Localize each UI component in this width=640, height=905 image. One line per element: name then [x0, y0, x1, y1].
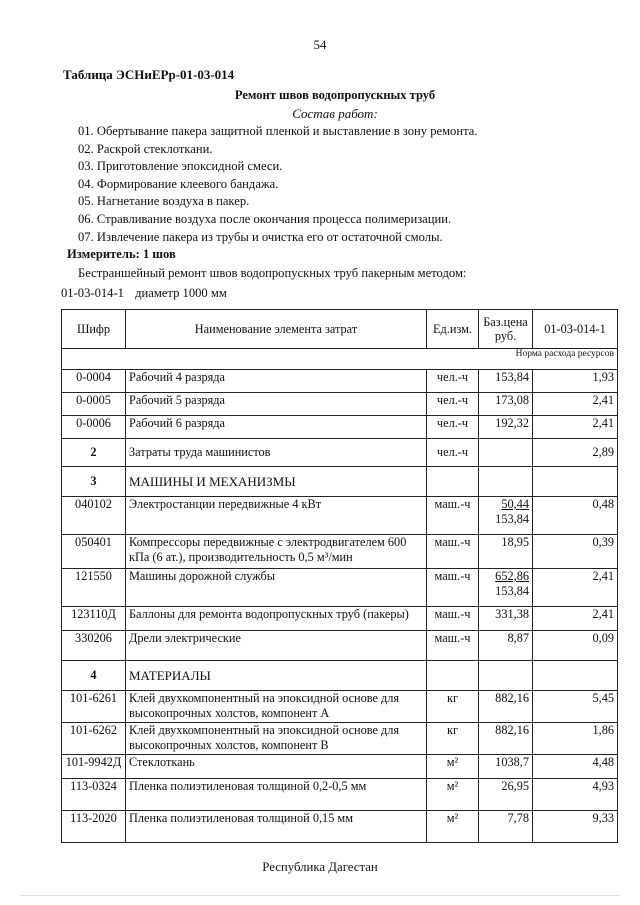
table-body [62, 370, 618, 843]
header-norm: 01-03-014-1 [533, 310, 618, 349]
norm-header-row [62, 349, 618, 370]
cell-price [479, 723, 533, 755]
cell-name: Стеклоткань [126, 755, 427, 779]
table-row [62, 631, 618, 661]
cell-norm [533, 661, 618, 691]
work-step: 06. Стравливание воздуха после окончания процесса полимеризации. [78, 211, 452, 226]
scan-edge-line [20, 895, 620, 896]
measure-label: Измеритель: 1 шов [67, 247, 176, 261]
cell-price [479, 535, 533, 569]
cell-name: Клей двухкомпонентный на эпоксидной основе для высокопрочных холстов, компонент В [126, 723, 427, 755]
cell-price [479, 779, 533, 811]
cell-code: 330206 [62, 631, 126, 661]
composition-label: Состав работ: [292, 106, 378, 121]
work-step: 04. Формирование клеевого бандажа. [78, 176, 279, 191]
cell-norm [533, 467, 618, 497]
cell-norm: 9,33 [533, 811, 618, 843]
work-step: 01. Обертывание пакера защитной пленкой и выставление в зону ремонта. [78, 124, 478, 138]
cell-norm: 2,41 [533, 393, 618, 416]
cell-unit: кг [427, 723, 479, 755]
work-step: 03. Приготовление эпоксидной смеси. [78, 159, 283, 174]
cell-code: 101-9942Д [62, 755, 126, 779]
table-row [62, 535, 618, 569]
table-row [62, 811, 618, 843]
header-unit: Ед.изм. [427, 310, 479, 349]
price-value: 882,16 [495, 723, 529, 737]
cell-name: Дрели электрические [126, 631, 427, 661]
cell-norm: 2,41 [533, 569, 618, 607]
price-value: 192,32 [495, 416, 529, 430]
norm-header: Норма расхода ресурсов [62, 349, 618, 370]
cell-unit: маш.-ч [427, 631, 479, 661]
cell-code: 4 [62, 661, 126, 691]
cell-norm: 1,86 [533, 723, 618, 755]
header-code: Шифр [62, 310, 126, 349]
work-steps-list [78, 123, 477, 246]
cell-unit: чел.-ч [427, 439, 479, 467]
cell-name: Пленка полиэтиленовая толщиной 0,15 мм [126, 811, 427, 843]
cell-code: 113-0324 [62, 779, 126, 811]
cell-price [479, 661, 533, 691]
price-value: 7,78 [507, 811, 529, 825]
cell-code: 0-0005 [62, 393, 126, 416]
cell-code: 101-6261 [62, 691, 126, 723]
cell-norm: 2,41 [533, 416, 618, 439]
cell-name: Рабочий 6 разряда [126, 416, 427, 439]
cell-code: 2 [62, 439, 126, 467]
price-value-secondary: 153,84 [495, 584, 529, 598]
cell-unit: чел.-ч [427, 416, 479, 439]
header-price: Баз.цена руб. [479, 310, 533, 349]
cell-code: 040102 [62, 497, 126, 535]
price-value: 18,95 [501, 535, 529, 549]
cell-price [479, 569, 533, 607]
cell-unit: чел.-ч [427, 393, 479, 416]
cell-code: 3 [62, 467, 126, 497]
code-line [61, 286, 227, 301]
price-value: 153,84 [495, 370, 529, 384]
cell-name: Пленка полиэтиленовая толщиной 0,2-0,5 мм [126, 779, 427, 811]
cell-name: Рабочий 4 разряда [126, 370, 427, 393]
cell-unit: м² [427, 779, 479, 811]
cell-name: Электростанции передвижные 4 кВт [126, 497, 427, 535]
cell-norm: 2,41 [533, 607, 618, 631]
table-row [62, 569, 618, 607]
cell-code: 121550 [62, 569, 126, 607]
section-row [62, 661, 618, 691]
cell-unit [427, 467, 479, 497]
section-row [62, 467, 618, 497]
table-row [62, 691, 618, 723]
cell-norm: 0,48 [533, 497, 618, 535]
cell-unit: маш.-ч [427, 607, 479, 631]
cell-price [479, 439, 533, 467]
table-row [62, 370, 618, 393]
cell-norm: 5,45 [533, 691, 618, 723]
cell-norm: 1,93 [533, 370, 618, 393]
table-row [62, 723, 618, 755]
description: Бестраншейный ремонт швов водопропускных труб пакерным методом: [78, 266, 467, 280]
cell-code: 0-0006 [62, 416, 126, 439]
price-value: 1038,7 [495, 755, 529, 769]
code-line-text: диаметр 1000 мм [135, 286, 227, 300]
cell-price [479, 467, 533, 497]
page-footer: Республика Дагестан [262, 860, 378, 874]
cell-price [479, 393, 533, 416]
price-value: 652,86 [495, 569, 529, 583]
cell-price [479, 811, 533, 843]
table-row [62, 416, 618, 439]
cell-unit: кг [427, 691, 479, 723]
page-number: 54 [313, 37, 327, 52]
price-value: 331,38 [495, 607, 529, 621]
subtitle: Ремонт швов водопропускных труб [234, 88, 436, 102]
cell-price [479, 607, 533, 631]
cell-unit: чел.-ч [427, 370, 479, 393]
cell-code: 0-0004 [62, 370, 126, 393]
table-row [62, 607, 618, 631]
cell-name: Затраты труда машинистов [126, 439, 427, 467]
cell-unit: м² [427, 811, 479, 843]
cell-name: Баллоны для ремонта водопропускных труб (пакеры) [126, 607, 427, 631]
cell-unit: маш.-ч [427, 569, 479, 607]
cell-unit: маш.-ч [427, 497, 479, 535]
cell-name: Машины дорожной службы [126, 569, 427, 607]
price-value: 173,08 [495, 393, 529, 407]
table-row [62, 393, 618, 416]
price-value: 882,16 [495, 691, 529, 705]
cell-name: МАТЕРИАЛЫ [126, 661, 427, 691]
table-row [62, 497, 618, 535]
work-step: 05. Нагнетание воздуха в пакер. [78, 194, 250, 209]
cell-norm: 0,09 [533, 631, 618, 661]
cell-norm: 4,48 [533, 755, 618, 779]
cell-name: Клей двухкомпонентный на эпоксидной основе для высокопрочных холстов, компонент А [126, 691, 427, 723]
work-step: 02. Раскрой стеклоткани. [78, 141, 213, 156]
table-row [62, 755, 618, 779]
cell-price [479, 370, 533, 393]
cell-price [479, 631, 533, 661]
header-name: Наименование элемента затрат [126, 310, 427, 349]
price-value: 8,87 [507, 631, 529, 645]
price-value-secondary: 153,84 [495, 512, 529, 526]
cell-code: 050401 [62, 535, 126, 569]
table-row [62, 779, 618, 811]
cell-price [479, 755, 533, 779]
cell-unit: м² [427, 755, 479, 779]
cell-code: 123110Д [62, 607, 126, 631]
table-header-row [62, 310, 618, 349]
price-value: 26,95 [501, 779, 529, 793]
cell-unit: маш.-ч [427, 535, 479, 569]
cell-price [479, 691, 533, 723]
resource-table [61, 309, 618, 843]
cell-name: Рабочий 5 разряда [126, 393, 427, 416]
cell-code: 101-6262 [62, 723, 126, 755]
section-row [62, 439, 618, 467]
cell-norm: 4,93 [533, 779, 618, 811]
cell-unit [427, 661, 479, 691]
work-step: 07. Извлечение пакера из трубы и очистка его от остаточной смолы. [78, 229, 443, 244]
cell-name: МАШИНЫ И МЕХАНИЗМЫ [126, 467, 427, 497]
cell-price [479, 497, 533, 535]
cell-norm: 0,39 [533, 535, 618, 569]
code-line-code: 01-03-014-1 [61, 286, 124, 300]
cell-name: Компрессоры передвижные с электродвигателем 600 кПа (6 ат.), производительность 0,5 м³/мин [126, 535, 427, 569]
table-title: Таблица ЭСНиЕРр-01-03-014 [63, 67, 235, 82]
cell-code: 113-2020 [62, 811, 126, 843]
cell-norm: 2,89 [533, 439, 618, 467]
cell-price [479, 416, 533, 439]
price-value: 50,44 [501, 497, 529, 511]
